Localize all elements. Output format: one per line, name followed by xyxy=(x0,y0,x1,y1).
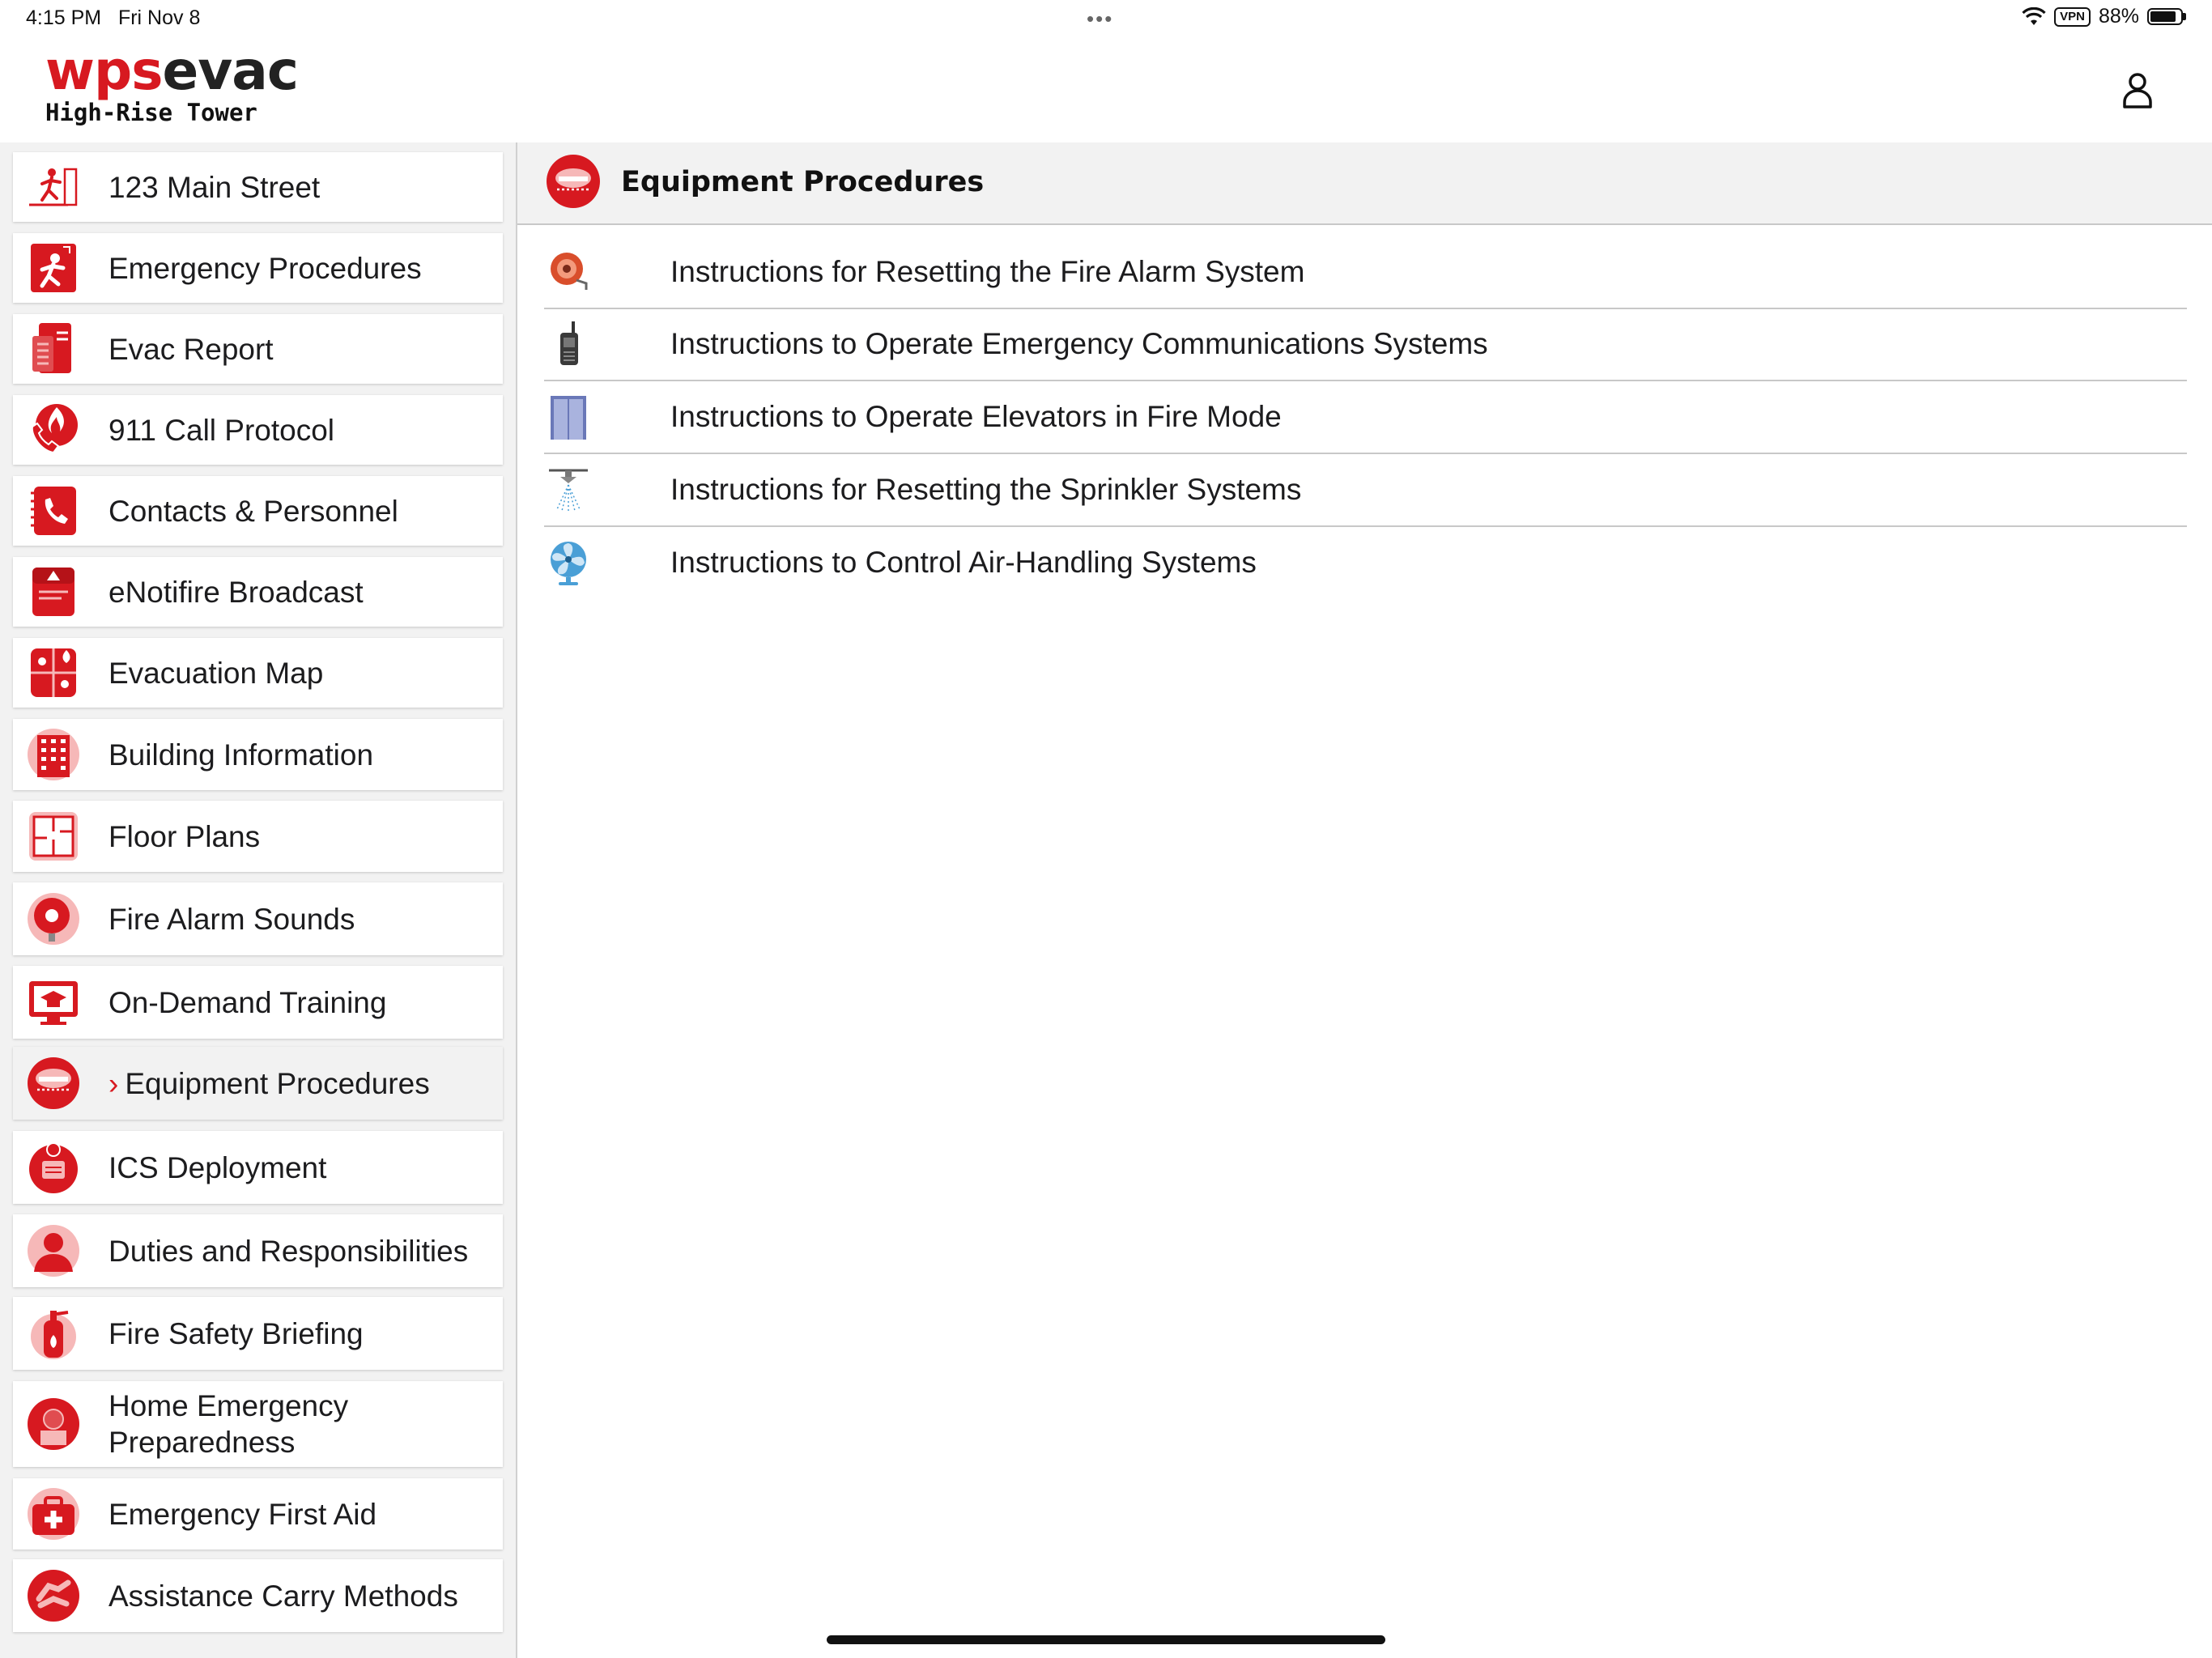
wifi-icon xyxy=(2022,7,2046,27)
sidebar-item-label: On-Demand Training xyxy=(108,985,387,1019)
battery-icon xyxy=(2147,8,2183,25)
sidebar-item-label: Evac Report xyxy=(108,332,274,366)
sidebar-item-duties-and-responsibilities[interactable] xyxy=(13,1214,503,1287)
phone-fire-icon xyxy=(24,401,83,459)
evacuation-icon xyxy=(24,239,83,297)
sidebar-item-label: Duties and Responsibilities xyxy=(108,1234,469,1268)
sprinkler-icon xyxy=(544,466,593,514)
procedure-label: Instructions for Resetting the Fire Alarm System xyxy=(670,255,1305,288)
content-header xyxy=(517,142,2212,225)
sidebar-item-911-call-protocol[interactable] xyxy=(13,395,503,465)
procedure-row-fire-alarm[interactable] xyxy=(544,236,2187,309)
sidebar-item-label: Emergency First Aid xyxy=(108,1497,377,1531)
sidebar-item-floor-plans[interactable] xyxy=(13,801,503,872)
sidebar-item-evac-report[interactable] xyxy=(13,314,503,384)
sidebar-item-building-information[interactable] xyxy=(13,719,503,790)
sidebar-item-label: Building Information xyxy=(108,738,374,772)
sidebar-item-label: Floor Plans xyxy=(108,819,261,853)
battery-percent: 88% xyxy=(2098,5,2139,28)
sidebar-item-enotifire-broadcast[interactable] xyxy=(13,557,503,627)
procedure-row-elevator[interactable] xyxy=(544,381,2187,454)
sidebar-item-equipment-procedures[interactable] xyxy=(13,1047,503,1120)
sidebar-divider xyxy=(516,142,517,1658)
sidebar-item-on-demand-training[interactable] xyxy=(13,966,503,1039)
sidebar-item-fire-safety-briefing[interactable] xyxy=(13,1297,503,1370)
smoke-detector-icon xyxy=(24,1054,83,1112)
sidebar-item-label: 911 Call Protocol xyxy=(108,413,335,447)
sidebar-item-label: Contacts & Personnel xyxy=(108,494,398,528)
fan-icon xyxy=(544,538,593,587)
sidebar-item-label: eNotifire Broadcast xyxy=(108,575,364,609)
page-title: Equipment Procedures xyxy=(621,166,985,198)
app-logo: wpsevac High-Rise Tower xyxy=(45,40,298,126)
map-icon xyxy=(24,644,83,702)
sidebar-item-label: Evacuation Map xyxy=(108,656,324,690)
home-icon xyxy=(24,1395,83,1453)
sidebar-item-contacts-personnel[interactable] xyxy=(13,476,503,546)
sidebar-item-evacuation-map[interactable] xyxy=(13,638,503,708)
sidebar-item-assistance-carry-methods[interactable] xyxy=(13,1559,503,1632)
sidebar-item-ics-deployment[interactable] xyxy=(13,1131,503,1204)
exit-icon xyxy=(24,158,83,216)
first-aid-icon xyxy=(24,1485,83,1543)
multitasking-dots-icon[interactable]: ••• xyxy=(1087,6,1114,31)
procedure-label: Instructions to Operate Emergency Communications Systems xyxy=(670,327,1488,360)
sidebar-item-label: Home Emergency Preparedness xyxy=(108,1389,349,1459)
sidebar-item-123-main-street[interactable] xyxy=(13,152,503,222)
sidebar-item-label: ICS Deployment xyxy=(108,1150,327,1184)
sidebar-item-label: Emergency Procedures xyxy=(108,251,422,285)
status-bar xyxy=(0,0,2212,39)
procedure-row-radio[interactable] xyxy=(544,308,2187,381)
radio-icon xyxy=(544,320,593,368)
report-icon xyxy=(24,320,83,378)
contacts-icon xyxy=(24,482,83,540)
user-profile-icon[interactable] xyxy=(2115,68,2160,113)
home-indicator[interactable] xyxy=(827,1635,1385,1644)
training-icon xyxy=(24,973,83,1031)
elevator-icon xyxy=(544,393,593,441)
sidebar-item-label: 123 Main Street xyxy=(108,170,321,204)
sidebar-item-label: Assistance Carry Methods xyxy=(108,1579,458,1613)
carry-icon xyxy=(24,1567,83,1625)
broadcast-icon xyxy=(24,563,83,621)
smoke-detector-icon xyxy=(544,152,602,210)
sidebar-item-home-emergency-preparedness[interactable] xyxy=(13,1381,503,1467)
vpn-badge: VPN xyxy=(2054,7,2091,27)
building-icon xyxy=(24,725,83,784)
procedure-label: Instructions to Operate Elevators in Fire Mode xyxy=(670,400,1282,433)
building-subtitle: High-Rise Tower xyxy=(45,99,257,126)
procedure-row-fan[interactable] xyxy=(544,527,2187,598)
alarm-bell-icon xyxy=(24,890,83,948)
status-time: 4:15 PM Fri Nov 8 xyxy=(26,6,201,29)
extinguisher-icon xyxy=(24,1304,83,1363)
person-icon xyxy=(24,1222,83,1280)
procedure-row-sprinkler[interactable] xyxy=(544,454,2187,527)
sidebar-item-emergency-first-aid[interactable] xyxy=(13,1478,503,1550)
floor-plan-icon xyxy=(24,807,83,865)
sidebar-item-label: Fire Safety Briefing xyxy=(108,1316,364,1350)
ics-icon xyxy=(24,1138,83,1197)
procedure-label: Instructions for Resetting the Sprinkler Systems xyxy=(670,473,1302,506)
fire-alarm-icon xyxy=(544,248,593,296)
selected-chevron-icon: › xyxy=(108,1066,119,1100)
procedure-label: Instructions to Control Air-Handling Systems xyxy=(670,546,1257,579)
sidebar-item-fire-alarm-sounds[interactable] xyxy=(13,882,503,955)
sidebar-item-emergency-procedures[interactable] xyxy=(13,233,503,303)
sidebar-item-label: › Equipment Procedures xyxy=(108,1066,430,1100)
sidebar-item-label: Fire Alarm Sounds xyxy=(108,902,355,936)
